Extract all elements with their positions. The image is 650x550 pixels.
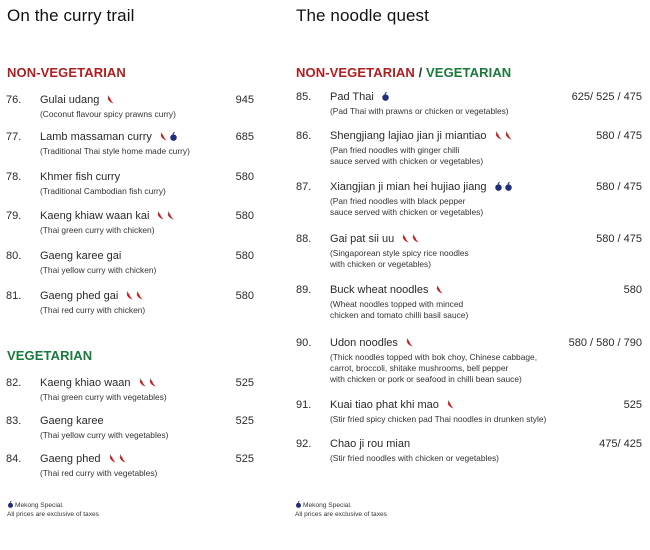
item-number: 89. [296, 284, 312, 296]
chili-icon [106, 95, 115, 104]
item-number: 86. [296, 130, 312, 142]
footer-legend [295, 501, 387, 519]
item-number: 78. [6, 171, 22, 183]
item-name: Buck wheat noodles [330, 284, 429, 296]
mekong-special-icon [381, 92, 390, 101]
item-icons [106, 95, 116, 107]
item-name-line [40, 377, 158, 390]
legend-special-label: Mekong Special. [15, 502, 64, 509]
chili-icon [135, 291, 144, 300]
item-price: 580 / 475 [596, 181, 642, 193]
item-name: Gaeng phed [40, 453, 101, 465]
mekong-special-icon [169, 132, 178, 141]
item-name: Udon noodles [330, 337, 398, 349]
item-description: (Traditional Thai style home made curry) [40, 146, 190, 156]
item-icons [125, 291, 145, 303]
tax-note: All prices are exclusive of taxes [295, 511, 387, 518]
item-price: 525 [235, 453, 254, 465]
item-icons [138, 378, 158, 390]
item-name-line [330, 130, 514, 143]
item-number: 91. [296, 399, 312, 411]
chili-icon [156, 211, 165, 220]
item-price: 525 [235, 377, 254, 389]
item-icons [405, 338, 415, 350]
item-description: (Coconut flavour spicy prawns curry) [40, 109, 176, 119]
item-name: Gaeng karee [40, 415, 104, 427]
item-number: 77. [6, 131, 22, 143]
item-name-line [40, 171, 120, 183]
item-name: Gaeng karee gai [40, 250, 122, 262]
chili-icon [118, 454, 127, 463]
category-non-vegetarian: NON-VEGETARIAN [7, 65, 126, 80]
item-description: (Wheat noodles topped with minced [330, 299, 464, 309]
item-description: sauce served with chicken or vegetables) [330, 207, 484, 217]
footer-legend [7, 501, 99, 519]
item-description: (Thai yellow curry with chicken) [40, 265, 157, 275]
category-heading-noodle [296, 65, 511, 80]
item-number: 92. [296, 438, 312, 450]
item-description: (Thai green curry with chicken) [40, 225, 155, 235]
section-title-curry: On the curry trail [7, 6, 135, 25]
chili-icon [411, 234, 420, 243]
curry-column [0, 0, 290, 550]
legend-special [7, 501, 99, 510]
chili-icon [159, 132, 168, 141]
item-name-line [330, 399, 456, 412]
item-icons [381, 92, 391, 104]
item-price: 580 / 580 / 790 [568, 337, 642, 349]
item-name-line [40, 290, 145, 303]
chili-icon [504, 131, 513, 140]
item-name-line [40, 415, 104, 427]
chili-icon [166, 211, 175, 220]
item-price: 580 [235, 250, 254, 262]
item-icons [494, 182, 514, 194]
item-price: 525 [235, 415, 254, 427]
item-number: 84. [6, 453, 22, 465]
item-description: (Traditional Cambodian fish curry) [40, 186, 166, 196]
item-price: 525 [623, 399, 642, 411]
item-name-line [330, 233, 421, 246]
item-name: Gaeng phed gai [40, 290, 119, 302]
item-description: (Pad Thai with prawns or chicken or vegetables) [330, 106, 509, 116]
legend-special [295, 501, 387, 510]
item-description: (Pan fried noodles with ginger chilli [330, 145, 460, 155]
chili-icon [446, 400, 455, 409]
item-icons [156, 211, 176, 223]
item-description: with chicken or vegetables) [330, 259, 432, 269]
chili-icon [494, 131, 503, 140]
item-name-line [40, 250, 121, 262]
item-description: (Thai yellow curry with vegetables) [40, 430, 169, 440]
item-name: Kaeng khiaw waan kai [40, 210, 150, 222]
category-vegetarian: VEGETARIAN [7, 348, 93, 363]
tax-note: All prices are exclusive of taxes [7, 511, 99, 518]
item-price: 580 [623, 284, 642, 296]
item-description: (Stir fried spicy chicken pad Thai noodles in drunken style) [330, 414, 547, 424]
item-description: (Singaporean style spicy rice noodles [330, 248, 469, 258]
mekong-special-icon [494, 182, 503, 191]
item-number: 85. [296, 91, 312, 103]
item-description: carrot, broccoli, shitake mushrooms, bell pepper [330, 363, 509, 373]
mekong-special-icon [7, 501, 14, 508]
legend-special-label: Mekong Special. [303, 502, 352, 509]
item-price: 580 [235, 171, 254, 183]
item-price: 475/ 425 [599, 438, 642, 450]
item-price: 625/ 525 / 475 [571, 91, 642, 103]
item-description: sauce served with chicken or vegetables) [330, 156, 484, 166]
item-number: 83. [6, 415, 22, 427]
item-description: (Thai red curry with chicken) [40, 305, 146, 315]
item-name-line [40, 453, 128, 466]
item-name: Xiangjian ji mian hei hujiao jiang [330, 181, 487, 193]
item-name-line [330, 438, 410, 450]
item-name-line [330, 284, 445, 297]
item-icons [108, 454, 128, 466]
item-price: 580 / 475 [596, 130, 642, 142]
mekong-special-icon [295, 501, 302, 508]
item-name: Gai pat sii uu [330, 233, 395, 245]
item-name: Kuai tiao phat khi mao [330, 399, 439, 411]
item-number: 76. [6, 94, 22, 106]
noodle-column [293, 0, 650, 550]
item-description: with chicken or pork or seafood in chilli bean sauce) [330, 374, 522, 384]
item-description: (Thai red curry with vegetables) [40, 468, 158, 478]
chili-icon [138, 378, 147, 387]
item-name: Kaeng khiao waan [40, 377, 131, 389]
item-number: 87. [296, 181, 312, 193]
item-name-line [40, 94, 116, 107]
item-price: 685 [235, 131, 254, 143]
item-name-line [330, 181, 514, 194]
chili-icon [435, 285, 444, 294]
item-number: 88. [296, 233, 312, 245]
item-number: 82. [6, 377, 22, 389]
item-description: (Thai green curry with vegetables) [40, 392, 167, 402]
item-icons [159, 132, 179, 144]
item-number: 81. [6, 290, 22, 302]
item-name: Gulai udang [40, 94, 100, 106]
section-title-noodle: The noodle quest [296, 6, 429, 25]
item-name-line [40, 131, 179, 144]
item-name: Khmer fish curry [40, 171, 121, 183]
item-icons [435, 285, 445, 297]
chili-icon [108, 454, 117, 463]
item-number: 90. [296, 337, 312, 349]
item-description: chicken and tomato chilli basil sauce) [330, 310, 469, 320]
item-price: 580 / 475 [596, 233, 642, 245]
item-description: (Thick noodles topped with bok choy, Chinese cabbage, [330, 352, 538, 362]
item-price: 945 [235, 94, 254, 106]
chili-icon [401, 234, 410, 243]
item-price: 580 [235, 210, 254, 222]
item-name: Shengjiang lajiao jian ji miantiao [330, 130, 487, 142]
item-name-line [330, 91, 391, 104]
item-number: 79. [6, 210, 22, 222]
category-non-vegetarian: NON-VEGETARIAN [296, 65, 415, 80]
category-separator: / [414, 65, 427, 80]
item-name-line [330, 337, 415, 350]
item-number: 80. [6, 250, 22, 262]
category-vegetarian: VEGETARIAN [426, 65, 512, 80]
mekong-special-icon [504, 182, 513, 191]
item-price: 580 [235, 290, 254, 302]
chili-icon [405, 338, 414, 347]
item-name-line [40, 210, 176, 223]
item-name: Pad Thai [330, 91, 374, 103]
item-icons [401, 234, 421, 246]
item-name: Chao ji rou mian [330, 438, 411, 450]
chili-icon [148, 378, 157, 387]
item-icons [494, 131, 514, 143]
chili-icon [125, 291, 134, 300]
item-description: (Pan fried noodles with black pepper [330, 196, 466, 206]
item-name: Lamb massaman curry [40, 131, 152, 143]
item-description: (Stir fried noodles with chicken or vegetables) [330, 453, 499, 463]
item-icons [446, 400, 456, 412]
